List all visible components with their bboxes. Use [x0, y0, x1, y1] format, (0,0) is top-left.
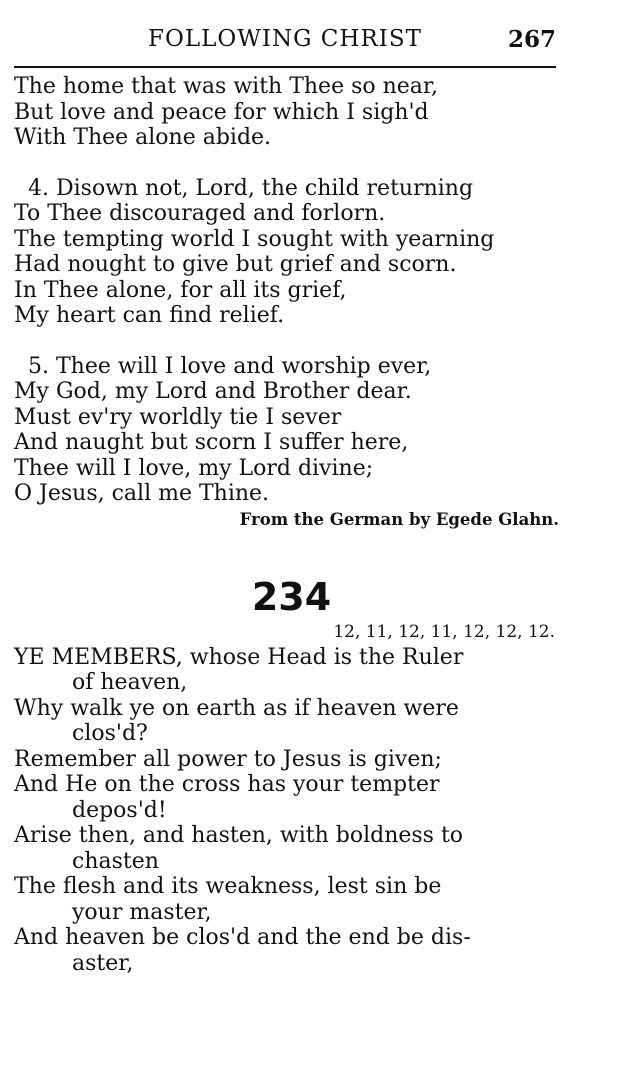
verse-line: And heaven be clos'd and the end be dis- [14, 925, 471, 950]
stanza-gap [14, 329, 559, 354]
stanza-4 [14, 176, 559, 329]
verse-line: 5. Thee will I love and worship ever, [28, 353, 432, 379]
verse-line: Remember all power to Jesus is given; [14, 746, 442, 772]
verse-line: To Thee discouraged and forlorn. [14, 201, 386, 226]
hymn-234-stanza-1 [14, 645, 559, 977]
attribution: From the German by Egede Glahn. [239, 509, 559, 529]
verse-line: But love and peace for which I sigh'd [14, 99, 429, 125]
verse-line-continuation: clos'd? [72, 721, 148, 746]
verse-line: In Thee alone, for all its grief, [14, 277, 347, 303]
verse-line-continuation: depos'd! [72, 797, 167, 823]
verse-line-continuation: chasten [72, 848, 159, 874]
verse-line: And He on the cross has your tempter [14, 772, 440, 797]
header-title: FOLLOWING CHRIST [148, 26, 422, 52]
verse-line: The home that was with Thee so near, [14, 74, 439, 99]
verse-line: O Jesus, call me Thine. [14, 481, 270, 506]
verse-line-continuation: aster, [72, 950, 134, 976]
header-rule [14, 66, 556, 68]
verse-line: Had nought to give but grief and scorn. [14, 252, 457, 277]
verse-line: The tempting world I sought with yearning [14, 226, 495, 252]
verse-line: YE MEMBERS, whose Head is the Ruler [14, 644, 464, 670]
verse-line: Must ev'ry worldly tie I sever [14, 404, 342, 430]
page-number: 267 [507, 26, 556, 53]
section-gap [14, 533, 559, 575]
stanza-gap [14, 151, 559, 176]
verse-line: Why walk ye on earth as if heaven were [14, 695, 459, 721]
verse-line-continuation: your master, [72, 899, 212, 925]
verse-line-continuation: of heaven, [72, 670, 188, 695]
verse-line: With Thee alone abide. [14, 125, 272, 150]
verse-line: The flesh and its weakness, lest sin be [14, 874, 442, 899]
verse-line: My God, my Lord and Brother dear. [14, 379, 412, 404]
verse-line: And naught but scorn I suffer here, [14, 430, 409, 455]
body-text [14, 74, 559, 976]
hymn-meter: 12, 11, 12, 11, 12, 12, 12. [333, 621, 555, 642]
verse-line: My heart can find relief. [14, 303, 285, 328]
verse-line: Thee will I love, my Lord divine; [14, 455, 374, 481]
running-header [14, 26, 556, 60]
hymn-number: 234 [251, 574, 332, 619]
stanza-5 [14, 354, 559, 507]
verse-line: Arise then, and hasten, with boldness to [14, 823, 464, 848]
continued-stanza [14, 74, 559, 151]
verse-line: 4. Disown not, Lord, the child returning [28, 175, 474, 201]
